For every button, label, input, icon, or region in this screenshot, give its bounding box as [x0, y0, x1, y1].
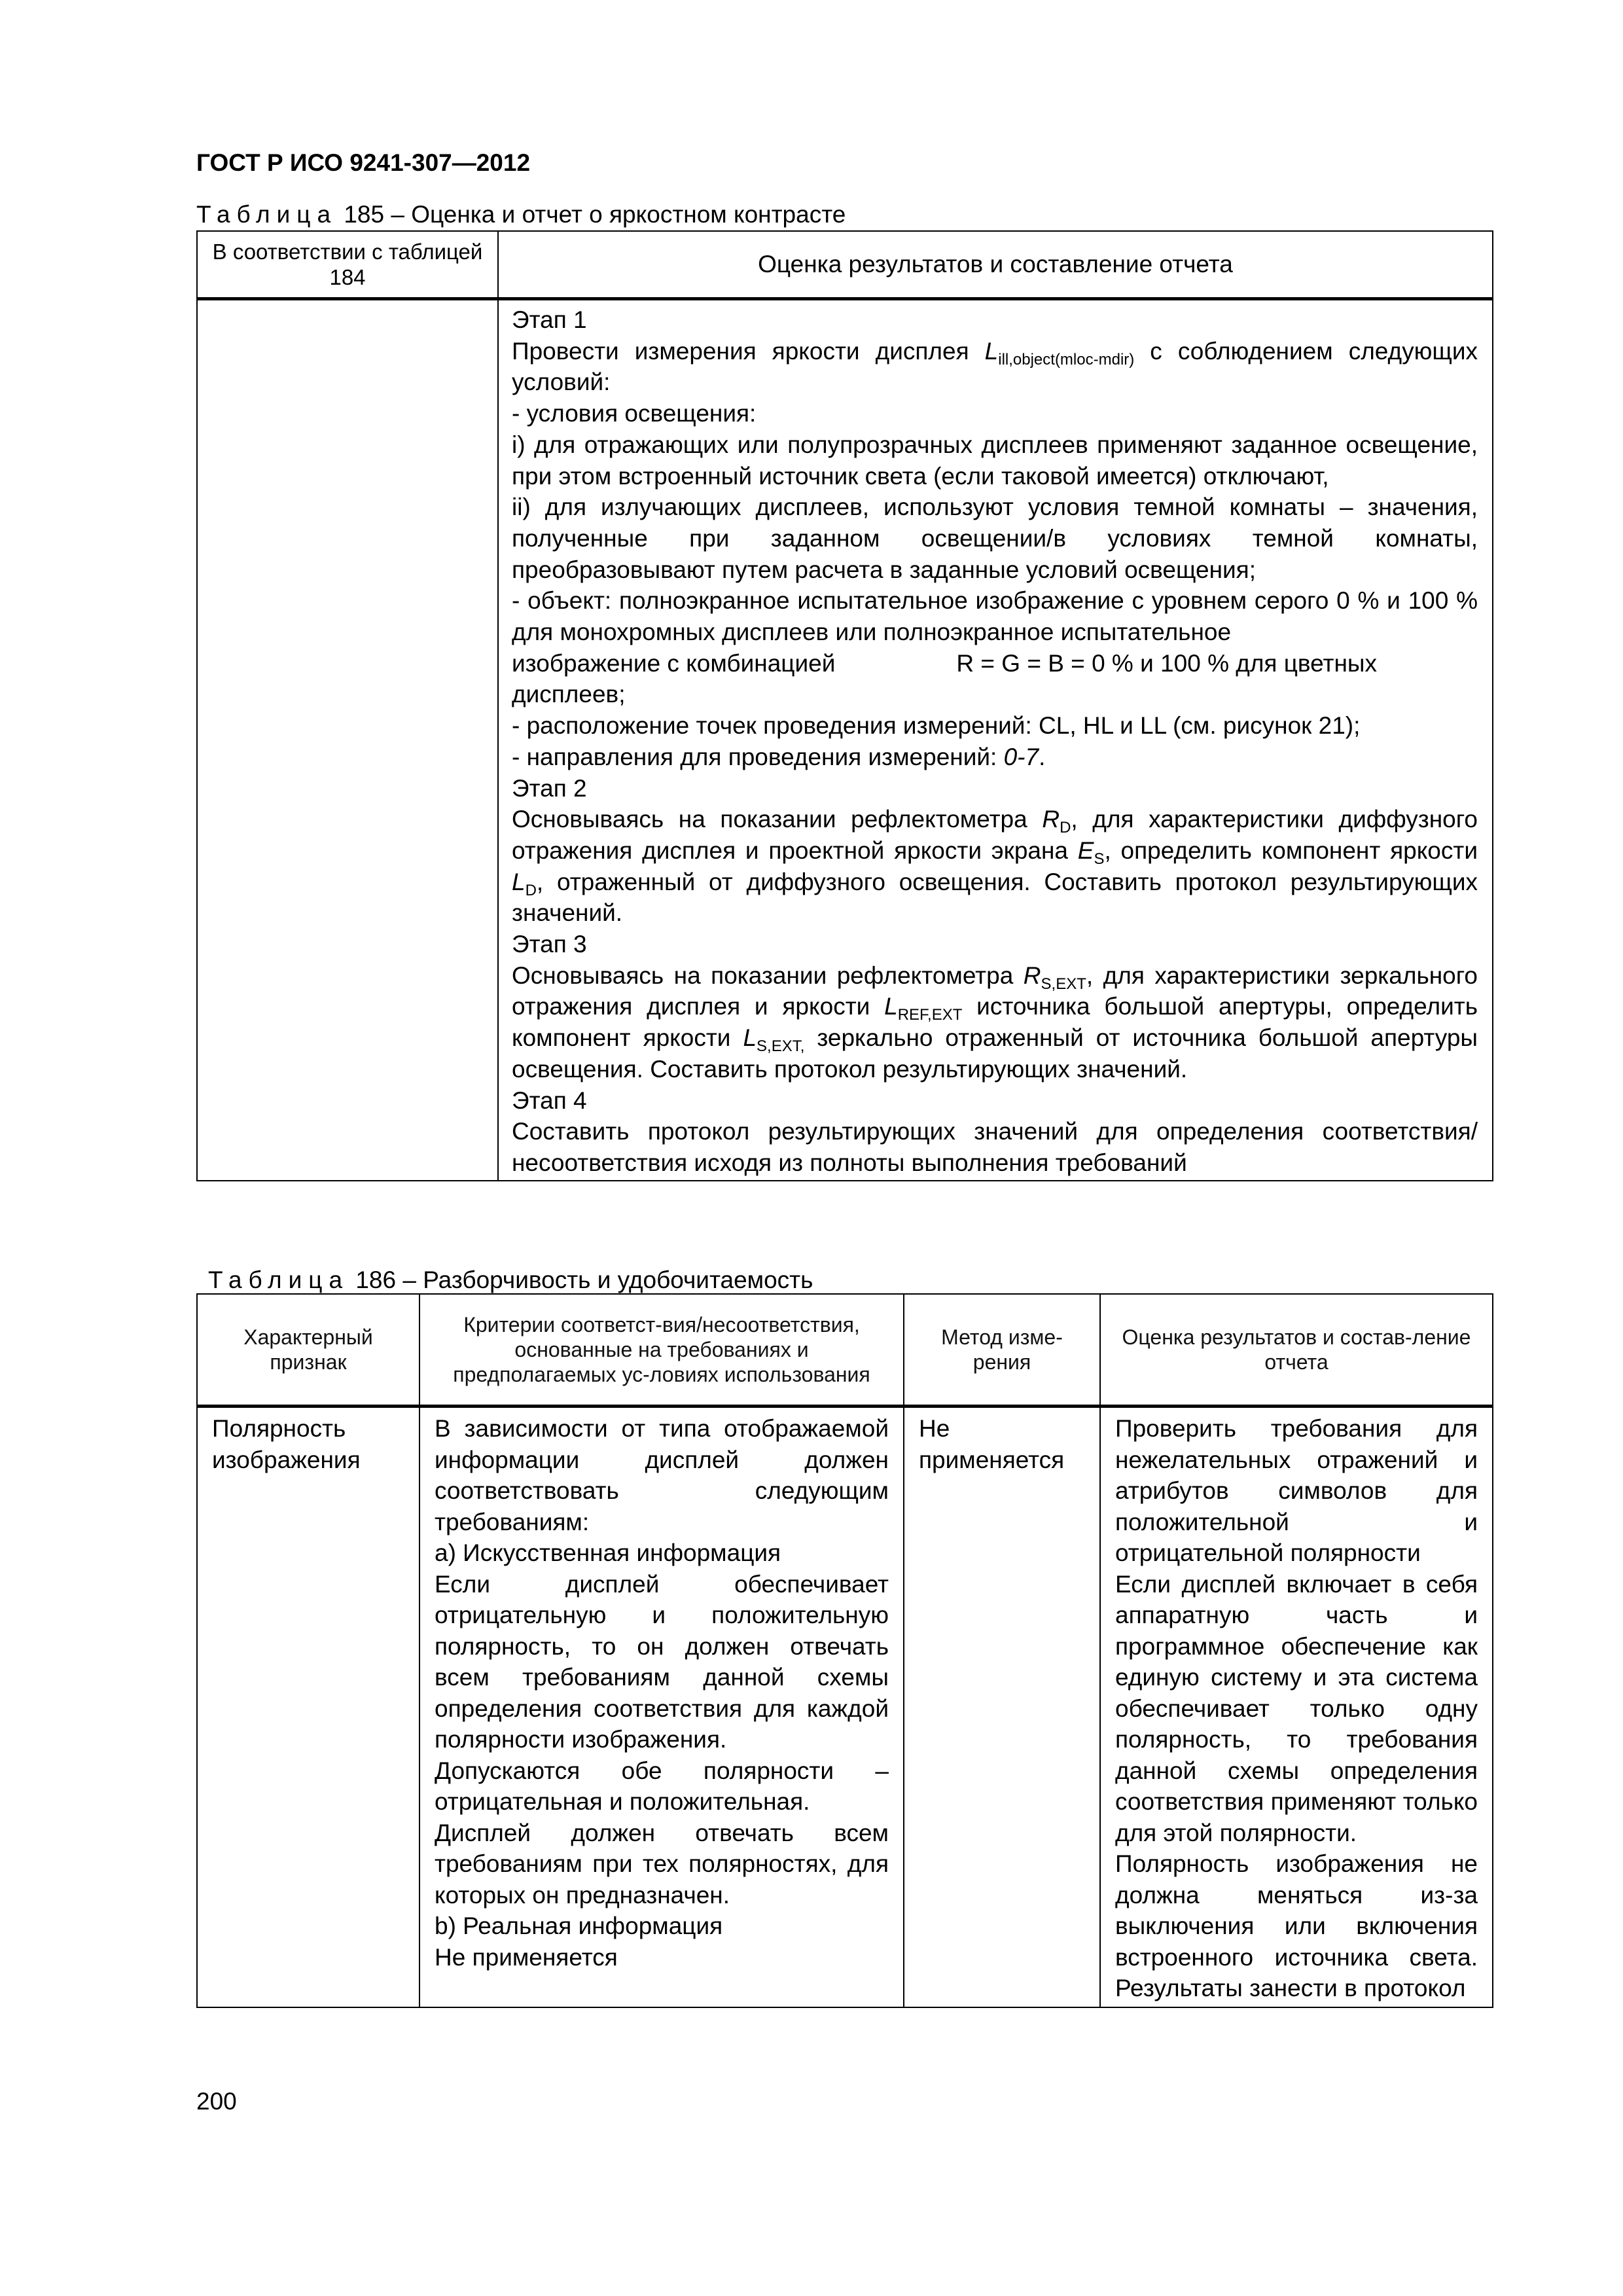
step-text: - расположение точек проведения измерений: CL, HL и LL (см. рисунок 21);: [512, 712, 1361, 740]
step-title: Этап 4: [512, 1086, 587, 1114]
step-text: i) для отражающих или полупрозрачных дисплеев применяют заданное освещение, при этом встроенный источник света (если таковой имеется) отключают,: [512, 431, 1478, 490]
step-text: - объект: полноэкранное испытательное изображение с уровнем серого 0 % и 100 % для монохромных дисплеев или полноэкранное испытательное: [512, 587, 1478, 646]
table-row: [197, 299, 1493, 1181]
table-header-cell: В соответствии с таблицей 184: [197, 231, 498, 299]
step-text: ii) для излучающих дисплеев, используют условия темной комнаты – значения, полученные при заданном освещении/в условиях темной комнаты, преобразовывают путем расчета в заданные условий освещения;: [512, 493, 1478, 583]
step-text: Основываясь на показании рефлектометра $R_D$, для характеристики диффузного отражения дисплея и проектной яркости экрана $E_S$, определить компонент яркости $L_D$, отраженный от диффузного освещения. Составить протокол результирующих значений.: [512, 806, 1478, 927]
step-text: - условия освещения:: [512, 400, 757, 427]
step-text: Основываясь на показании рефлектометра $R_{S,EXT}$, для характеристики зеркального отражения дисплея и яркости $L_{REF,EXT}$ источника большой апертуры, определить компонент яркости $L_{S,EXT,}$ зеркально отраженный от источника большой апертуры освещения. Составить протокол результирующих значений.: [512, 961, 1478, 1083]
step-text: изображение с комбинацией R = G = B = 0 % и 100 % для цветных: [512, 649, 1377, 677]
table-185-caption: [196, 201, 846, 228]
table-caption-label: Таблица: [208, 1266, 349, 1293]
table-cell-feature: Полярность изображения: [197, 1407, 419, 2007]
step-text: дисплеев;: [512, 681, 626, 708]
table-cell-evaluation: Проверить требования для нежелательных отражений и атрибутов символов для положительной и отрицательной полярности Если дисплей включает в себя аппаратную часть и программное обеспечение как единую систему и эта система обеспечивает только одну полярность, то требования данной схемы определения соответствия применяют только для этой полярности. Полярность изображения не должна меняться из-за выключения или включения встроенного источника света. Результаты занести в протокол: [1100, 1407, 1493, 2007]
table-cell-criteria: В зависимости от типа отображаемой информации дисплей должен соответствовать следующим требованиям: a) Искусственная информация Если дисплей обеспечивает отрицательную и положительную полярность, то он должен отвечать всем требованиям данной схемы определения соответствия для каждой полярности изображения. Допускаются обе полярности – отрицательная и положительная. Дисплей должен отвечать всем требованиям при тех полярностях, для которых он предназначен. b) Реальная информация Не применяется: [419, 1407, 904, 2007]
page-number: 200: [196, 2088, 237, 2115]
table-cell-method: Не применяется: [904, 1407, 1100, 2007]
table-header-cell: Характерный признак: [197, 1294, 419, 1407]
step-title: Этап 3: [512, 931, 587, 958]
table-186: [196, 1293, 1493, 2008]
step-text: Составить протокол результирующих значений для определения соответствия/несоответствия исходя из полноты выполнения требований: [512, 1118, 1478, 1176]
table-cell-evaluation: [498, 299, 1493, 1181]
table-header-cell: Метод изме-рения: [904, 1294, 1100, 1407]
table-185: [196, 230, 1493, 1181]
table-header-cell: Критерии соответст-вия/несоответствия, основанные на требованиях и предполагаемых ус-ловиях использования: [419, 1294, 904, 1407]
table-header-cell: Оценка результатов и составление отчета: [498, 231, 1493, 299]
step-title: Этап 2: [512, 774, 587, 802]
table-header-cell: Оценка результатов и состав-ление отчета: [1100, 1294, 1493, 1407]
document-standard-id: ГОСТ Р ИСО 9241-307—2012: [196, 149, 531, 176]
table-caption-label: Таблица: [196, 201, 338, 228]
table-186-caption: [208, 1266, 813, 1294]
table-row: [197, 1407, 1493, 2007]
step-text: - направления для проведения измерений: 0-7.: [512, 743, 1046, 770]
step-text: Провести измерения яркости дисплея $L_{ill,object(mloc-mdir)}$ с соблюдением следующих условий:: [512, 337, 1478, 396]
step-title: Этап 1: [512, 306, 587, 333]
table-header-row: [197, 1294, 1493, 1407]
table-caption-text: 185 – Оценка и отчет о яркостном контрасте: [344, 201, 846, 228]
table-cell-reference: [197, 299, 498, 1181]
table-header-row: [197, 231, 1493, 299]
table-caption-text: 186 – Разборчивость и удобочитаемость: [355, 1266, 813, 1293]
